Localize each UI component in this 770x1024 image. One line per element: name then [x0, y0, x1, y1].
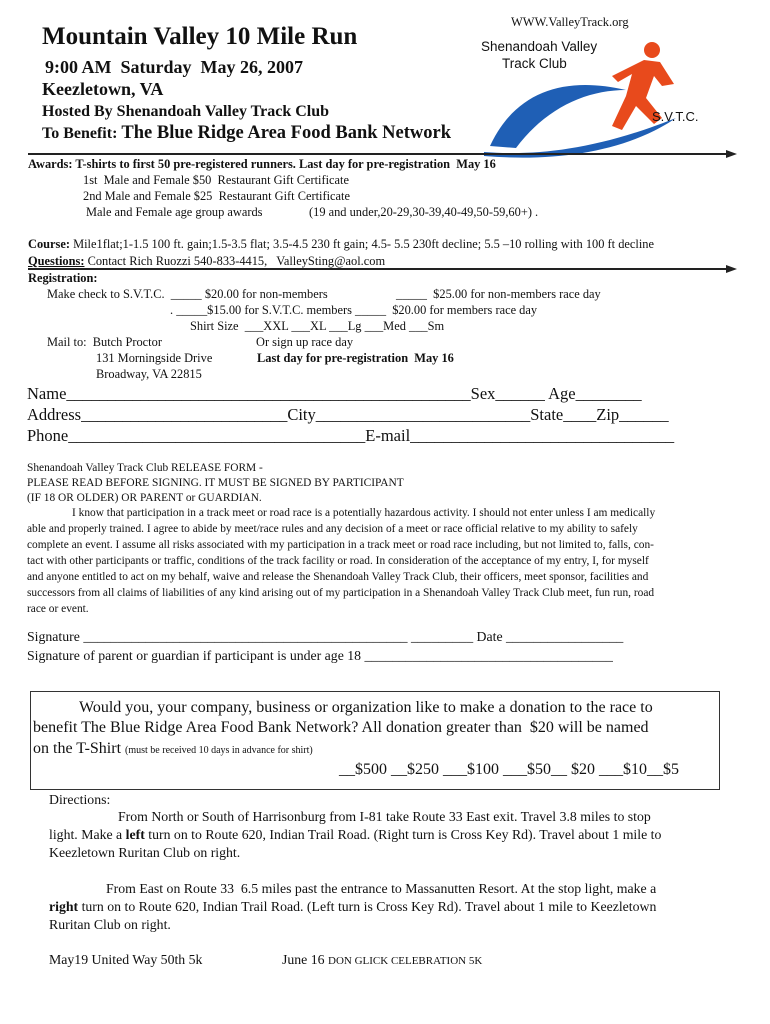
release-text: able and properly trained. I agree to abide by meet/race rules and any decision of a meet or race official relative to my ability to safely [27, 523, 638, 535]
donation-line1: Would you, your company, business or organization like to make a donation to the race to [79, 699, 653, 716]
release-text: tact with other participants or traffic, conditions of the track facility or road. In consideration of the acceptance of my entry, I, for myself [27, 555, 649, 567]
event2-name: DON GLICK CELEBRATION 5K [328, 955, 483, 967]
release-text: complete an event. I assume all risks associated with my participation in a track meet or road race including, but not limited to, falls, con- [27, 539, 654, 551]
awards-line4b: (19 and under,20-29,30-39,40-49,50-59,60+) . [309, 205, 539, 219]
logo-initials: S.V.T.C. [652, 109, 699, 124]
registration-label: Registration: [28, 271, 98, 285]
website-url: WWW.ValleyTrack.org [511, 15, 629, 29]
make-check-line: Make check to S.V.T.C. _____ $20.00 for non-members [47, 287, 328, 301]
divider-arrow-icon [726, 150, 737, 158]
questions-label: Questions: [28, 254, 85, 268]
race-datetime: 9:00 AM Saturday May 26, 2007 [45, 57, 303, 77]
race-title: Mountain Valley 10 Mile Run [42, 23, 358, 50]
release-text: and anyone entitled to act on my behalf, waive and release the Shenandoah Valley Track Club, their officers, meet sponsor, facilities and [27, 571, 649, 583]
donation-line3 [33, 740, 313, 758]
release-line3: (IF 18 OR OLDER) OR PARENT or GUARDIAN. [27, 492, 262, 504]
release-line2: PLEASE READ BEFORE SIGNING. IT MUST BE SIGNED BY PARTICIPANT [27, 477, 404, 489]
release-text: successors from all claims of liabilities of any kind arising out of my participation in a Shenandoah Valley Track Club meet, fun run, road [27, 587, 655, 599]
mail-to-line: Mail to: Butch Proctor [47, 335, 162, 349]
course-line [28, 237, 654, 252]
directions-a2 [49, 827, 661, 843]
release-text: I know that participation in a track meet or road race is a potentially hazardous activity. I should not enter unless I am medically [72, 507, 656, 519]
directions-a3: Keezletown Ruritan Club on right. [49, 845, 241, 860]
directions-text: light. Make a [49, 827, 126, 842]
questions-line [28, 254, 385, 269]
benefit-prefix: To Benefit: [42, 125, 122, 142]
awards-line2: 1st Male and Female $50 Restaurant Gift Certificate [83, 173, 349, 187]
donation-line2: benefit The Blue Ridge Area Food Bank Network? All donation greater than $20 will be named [33, 719, 649, 736]
address-city-state-zip-field[interactable]: Address_________________________City__________________________State____Zip______ [27, 405, 669, 424]
svtc-logo [476, 30, 726, 160]
directions-label: Directions: [49, 792, 111, 807]
raceday-nonmember-line: _____ $25.00 for non-members race day [396, 287, 601, 301]
divider-top [28, 153, 728, 155]
divider-mid [28, 268, 728, 270]
directions-b2 [49, 899, 656, 915]
directions-right-emphasis: right [49, 899, 79, 914]
directions-b1: From East on Route 33 6.5 miles past the entrance to Massanutten Resort. At the stop light, make a [106, 881, 657, 896]
donation-tshirt-text: on the T-Shirt [33, 740, 122, 757]
logo-line2: Track Club [502, 56, 567, 71]
directions-a1: From North or South of Harrisonburg from I-81 take Route 33 East exit. Travel 3.8 miles to stop [118, 809, 651, 824]
signature-date-field[interactable]: Signature _______________________________________________ _________ Date _________________ [27, 629, 624, 644]
benefit-name: The Blue Ridge Area Food Bank Network [121, 123, 452, 143]
hosted-by: Hosted By Shenandoah Valley Track Club [42, 103, 330, 120]
awards-line4a: Male and Female age group awards [86, 205, 263, 219]
release-text: race or event. [27, 603, 89, 615]
race-location: Keezletown, VA [42, 79, 164, 99]
mail-street: 131 Morningside Drive [96, 351, 213, 365]
logo-line1: Shenandoah Valley [481, 39, 598, 54]
last-day-line: Last day for pre-registration May 16 [257, 351, 454, 365]
divider-arrow-icon [726, 265, 737, 273]
svtc-members-line: . _____$15.00 for S.V.T.C. members _____ $20.00 for members race day [170, 303, 538, 317]
benefit-line [42, 123, 451, 144]
guardian-signature-field[interactable]: Signature of parent or guardian if participant is under age 18 ____________________________________ [27, 648, 613, 663]
awards-text: T-shirts to first 50 pre-registered runners. Last day for pre-registration May 16 [75, 157, 496, 171]
release-title: Shenandoah Valley Track Club RELEASE FORM - [27, 462, 263, 474]
donation-amounts-field[interactable]: __$500 __$250 ___$100 ___$50__ $20 ___$10__$5 [339, 761, 679, 778]
directions-text: turn on to Route 620, Indian Trail Road. (Right turn is Cross Key Rd). Travel about 1 mile to [144, 827, 662, 842]
phone-email-field[interactable]: Phone____________________________________E-mail________________________________ [27, 426, 675, 445]
directions-left-emphasis: left [125, 827, 145, 842]
donation-note: (must be received 10 days in advance for shirt) [125, 745, 313, 756]
or-signup-line: Or sign up race day [256, 335, 354, 349]
event2-date: June 16 [282, 952, 328, 967]
name-sex-age-field[interactable]: Name_________________________________________________Sex______ Age________ [27, 384, 642, 403]
shirt-size-line: Shirt Size ___XXL ___XL ___Lg ___Med ___Sm [190, 319, 445, 333]
awards-line3: 2nd Male and Female $25 Restaurant Gift Certificate [83, 189, 351, 203]
mail-city: Broadway, VA 22815 [96, 367, 202, 381]
course-label: Course: [28, 237, 70, 251]
awards-label: Awards: [28, 157, 73, 171]
awards-line1 [28, 157, 496, 172]
directions-text: turn on to Route 620, Indian Trail Road. (Left turn is Cross Key Rd). Travel about 1 mile to Keezletown [78, 899, 657, 914]
questions-text: Contact Rich Ruozzi 540-833-4415, ValleySting@aol.com [87, 254, 386, 268]
directions-b3: Ruritan Club on right. [49, 917, 171, 932]
upcoming-event-2 [282, 952, 482, 968]
course-text: Mile1flat;1-1.5 100 ft. gain;1.5-3.5 flat; 3.5-4.5 230 ft gain; 4.5- 5.5 230ft decline; 5.5 –10 rolling with 100 ft decline [73, 237, 654, 251]
upcoming-event-1: May19 United Way 50th 5k [49, 952, 203, 967]
